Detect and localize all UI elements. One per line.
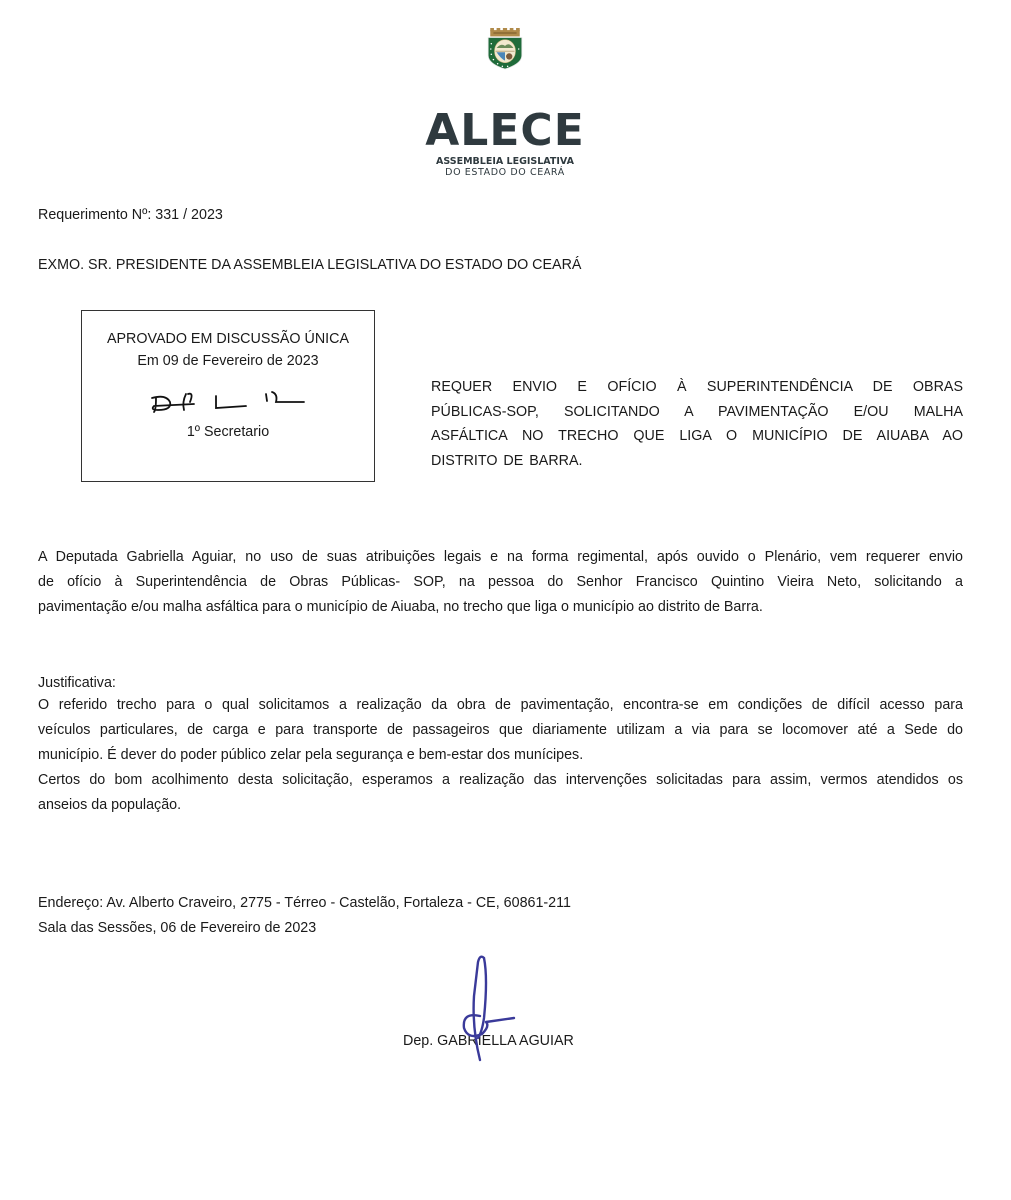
logo-subtitle-1: ASSEMBLEIA LEGISLATIVA — [436, 156, 574, 167]
logo-name: ALECE — [425, 105, 585, 156]
ementa — [431, 375, 963, 473]
body-line: pavimentação e/ou malha asfáltica para o município de Aiuaba, no trecho que liga o município ao distrito de Barra. — [38, 599, 763, 615]
stamp-date: Em 09 de Fevereiro de 2023 — [137, 353, 319, 369]
justificativa-line: anseios da população. — [38, 797, 182, 813]
ementa-line: ASFÁLTICA NO TRECHO QUE LIGA O MUNICÍPIO DE AIUABA AO — [431, 428, 963, 444]
addressee: EXMO. SR. PRESIDENTE DA ASSEMBLEIA LEGISLATIVA DO ESTADO DO CEARÁ — [38, 257, 582, 273]
ementa-line: PÚBLICAS-SOP, SOLICITANDO A PAVIMENTAÇÃO E/OU MALHA — [431, 403, 963, 420]
secretary-signature — [82, 372, 374, 427]
logo-subtitle-2: DO ESTADO DO CEARÁ — [445, 167, 565, 178]
justificativa-line: Certos do bom acolhimento desta solicitação, esperamos a realização das intervenções solicitadas para assim, vermos atendidos os — [38, 772, 963, 788]
stamp-role: 1º Secretario — [186, 424, 270, 440]
ementa-line: DISTRITO DE BARRA. — [431, 452, 583, 469]
session-date: Sala das Sessões, 06 de Fevereiro de 2023 — [38, 920, 317, 936]
alece-coat-of-arms-logo — [425, 28, 585, 108]
justificativa-paragraph — [38, 693, 963, 818]
stamp-approval-text: APROVADO EM DISCUSSÃO ÚNICA — [106, 331, 350, 347]
justificativa-line: veículos particulares, de carga e para transporte de passageiros que diariamente utilizam a via para se locomover até a Sede do — [38, 722, 963, 738]
signatory-name: Dep. GABRIELLA AGUIAR — [403, 1033, 574, 1049]
justificativa-line: O referido trecho para o qual solicitamos a realização da obra de pavimentação, encontra-se em condições de difícil acesso para — [38, 697, 963, 713]
address: Endereço: Av. Alberto Craveiro, 2775 - Térreo - Castelão, Fortaleza - CE, 60861-211 — [38, 895, 571, 911]
requerimento-number: Requerimento Nº: 331 / 2023 — [38, 207, 223, 223]
approval-stamp — [81, 310, 375, 482]
justificativa-label: Justificativa: — [38, 675, 116, 691]
logo-wordmark — [420, 105, 590, 178]
body-line: A Deputada Gabriella Aguiar, no uso de suas atribuições legais e na forma regimental, após ouvido o Plenário, vem requerer envio — [38, 549, 963, 565]
body-paragraph — [38, 545, 963, 620]
deputy-signature-icon — [440, 948, 550, 1073]
justificativa-line: município. É dever do poder público zelar pela segurança e bem-estar dos munícipes. — [38, 747, 584, 763]
crown-icon — [490, 28, 519, 36]
body-line: de ofício à Superintendência de Obras Públicas- SOP, na pessoa do Senhor Francisco Quintino Vieira Neto, solicitando a — [38, 574, 963, 590]
secretary-signature-icon — [82, 372, 376, 427]
ementa-line: REQUER ENVIO E OFÍCIO À SUPERINTENDÊNCIA DE OBRAS — [431, 379, 963, 395]
